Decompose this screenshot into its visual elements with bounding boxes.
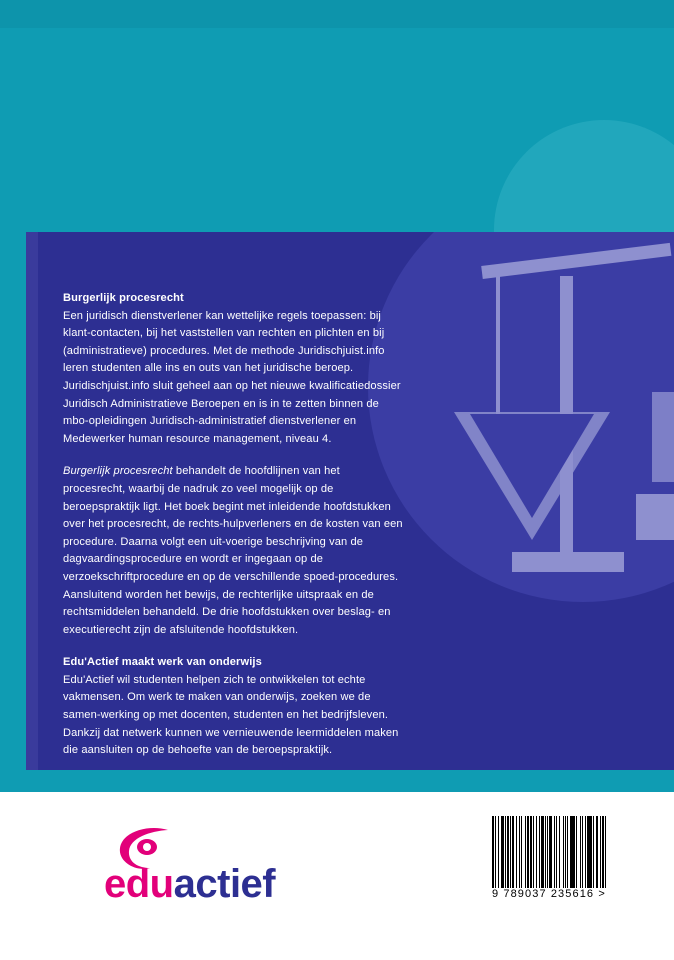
- scales-of-justice-icon: [440, 242, 674, 672]
- decorative-bar-upper: [652, 392, 674, 482]
- blurb-heading-main: Burgerlijk procesrecht: [63, 292, 184, 304]
- scales-string: [496, 272, 500, 414]
- blurb-paragraph-1: Een juridisch dienstverlener kan wettelijke regels toepassen: bij klant-contacten, bij het vaststellen van rechten en plichten en bij (administratieve) procedures. Met de methode Juridischjuist.info leren studenten alle ins en outs van het juridische beroep. Juridischjuist.info sluit geheel aan op het nieuwe kwalificatiedossier Juridisch Administratieve Beroepen en is in te zetten binnen de mbo-opleidingen Juridisch-administratief dienstverlener en Medewerker human resource management, niveau 4.: [63, 309, 401, 445]
- isbn-barcode: [492, 816, 642, 908]
- scales-beam: [481, 243, 671, 279]
- logo-text-edu: edu: [104, 862, 174, 906]
- blurb-heading-second: Edu'Actief maakt werk van onderwijs: [63, 656, 262, 669]
- left-accent-strip-inner: [26, 232, 38, 792]
- barcode-suffix: >: [598, 888, 606, 900]
- publisher-logo-text: [104, 862, 275, 907]
- bottom-accent-strip: [0, 770, 674, 792]
- left-accent-strip: [0, 232, 26, 792]
- decorative-bar-lower: [636, 494, 674, 540]
- barcode-number: [492, 888, 642, 900]
- scales-pan-inner: [470, 414, 594, 518]
- blurb-text-block: [63, 290, 403, 760]
- publisher-logo: [104, 826, 344, 906]
- blurb-paragraph-3: Edu'Actief wil studenten helpen zich te ontwikkelen tot echte vakmensen. Om werk te maken van onderwijs, zoeken we de samen-werking op met docenten, studenten en het bedrijfsleven. Dankzij dat netwerk kunnen we vernieuwende leermiddelen maken die aansluiten op de behoefte van de beroepspraktijk.: [63, 673, 399, 757]
- blurb-paragraph-2-rest: behandelt de hoofdlijnen van het procesrecht, waarbij de nadruk zo veel mogelijk op de beroepspraktijk ligt. Het boek begint met inleidende hoofdstukken over het procesrecht, de rechts-hulpverleners en de kosten van een procedure. Daarna volgt een uit-voerige beschrijving van de dagvaardingsprocedure en wordt er ingegaan op de verzoekschriftprocedure en op de verschillende spoed-procedures. Aansluitend worden het bewijs, de rechterlijke uitspraak en de rechtsmiddelen behandeld. De drie hoofdstukken over beslag- en executierecht zijn de afsluitende hoofdstukken.: [63, 465, 403, 636]
- blurb-title-italic: Burgerlijk procesrecht: [63, 465, 173, 478]
- main-blue-panel: [0, 232, 674, 792]
- footer-area: [0, 792, 674, 960]
- top-teal-band: [0, 0, 674, 232]
- logo-text-actief: actief: [173, 862, 276, 906]
- barcode-bars: [492, 816, 642, 888]
- blurb-paragraph-2: [63, 463, 403, 639]
- scales-base: [512, 552, 624, 572]
- barcode-digits: 9 789037 235616: [492, 888, 595, 900]
